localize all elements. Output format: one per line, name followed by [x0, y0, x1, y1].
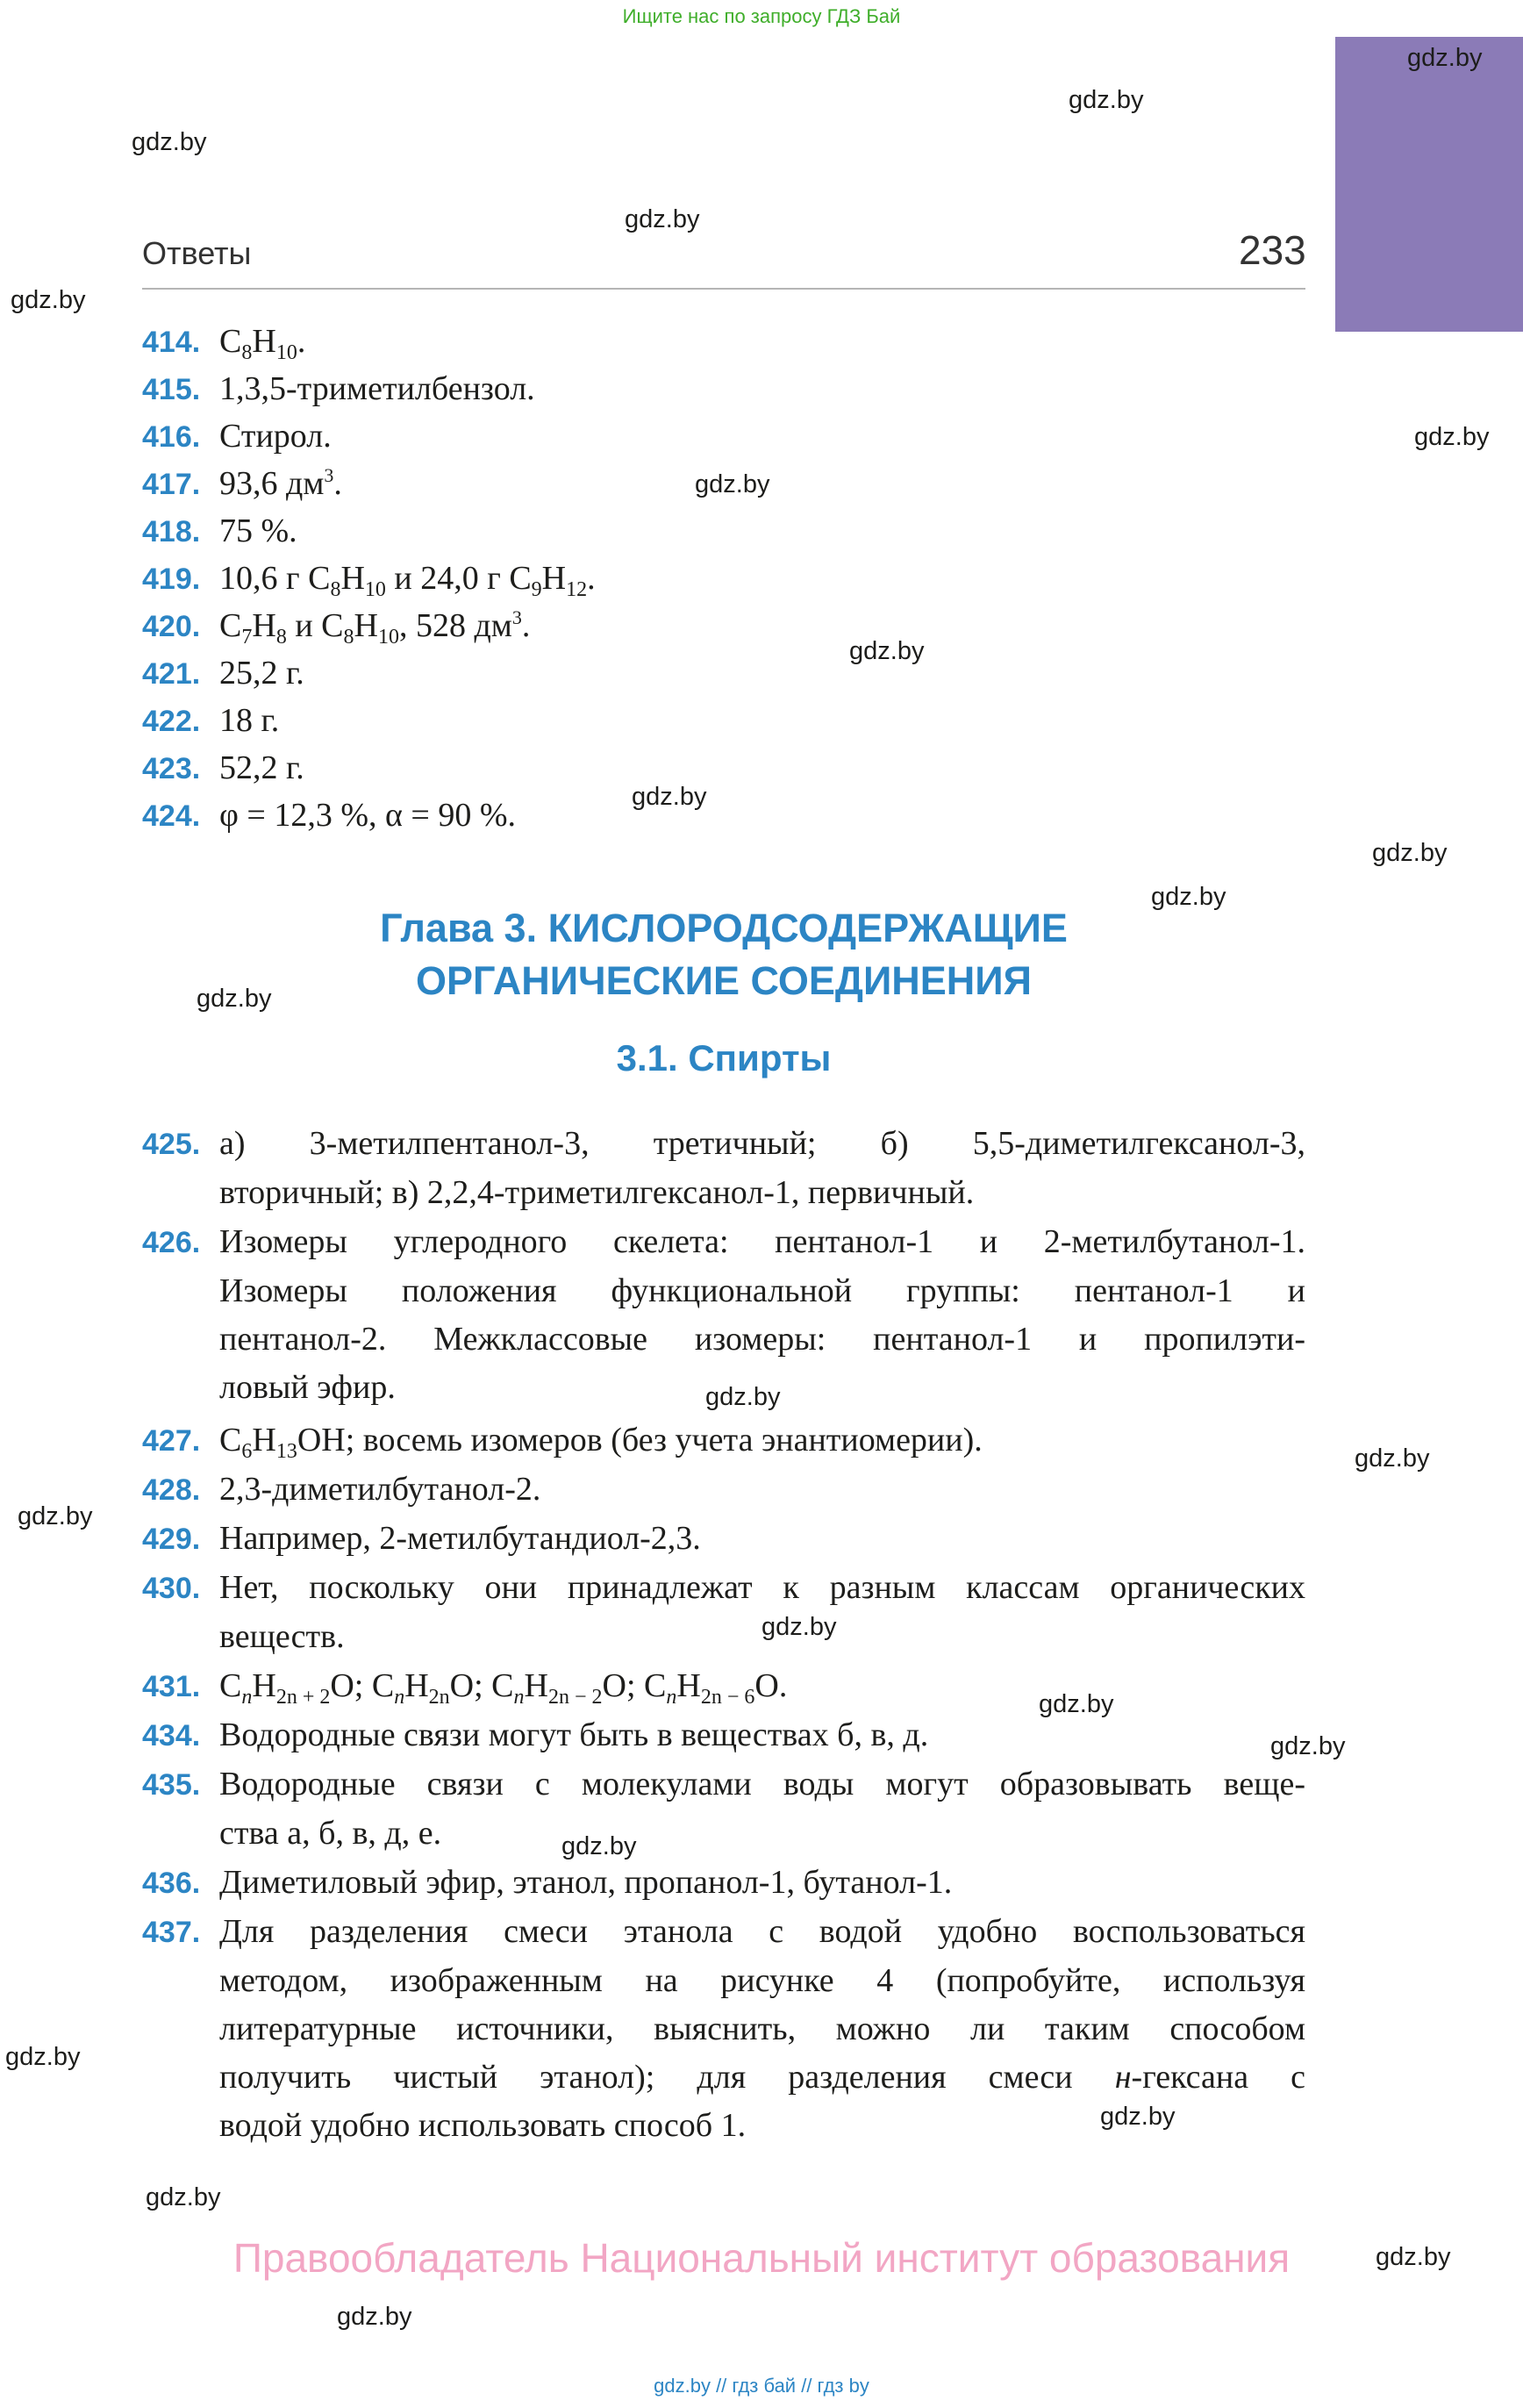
answer-text: 1,3,5-триметилбензол. — [219, 370, 535, 407]
answer-418 — [142, 507, 1309, 556]
answer-number: 435. — [142, 1768, 201, 1802]
answer-number: 437. — [142, 1916, 201, 1949]
header-divider — [142, 288, 1305, 290]
section-title: 3.1. Спирты — [616, 1037, 832, 1079]
answer-number: 426. — [142, 1226, 201, 1259]
watermark: gdz.by — [1376, 2243, 1451, 2271]
answer-425: 425. а) 3-метилпентанол-3, третичный; б) 5,5-диметилгексанол-3, вторичный; в) 2,2,4-триметилгексанол-1, первичный. — [142, 1120, 1309, 1217]
answer-429: 429. Например, 2-метилбутандиол-2,3. — [142, 1515, 1309, 1564]
watermark: gdz.by — [1039, 1690, 1114, 1718]
watermark: gdz.by — [632, 783, 707, 811]
watermark: gdz.by — [1372, 839, 1448, 867]
watermark: gdz.by — [5, 2043, 81, 2071]
answer-number: 431. — [142, 1670, 201, 1703]
page-header-title: Ответы — [142, 235, 252, 271]
watermark: gdz.by — [762, 1613, 837, 1641]
watermark: gdz.by — [1270, 1732, 1346, 1760]
copyright-notice: Правообладатель Национальный институт образования — [232, 2235, 1291, 2281]
watermark: gdz.by — [1407, 44, 1483, 72]
answer-number: 423. — [142, 752, 201, 785]
answer-number: 420. — [142, 610, 201, 643]
answer-number: 421. — [142, 657, 201, 691]
answer-text: Стирол. — [219, 418, 332, 455]
watermark: gdz.by — [197, 985, 272, 1013]
answer-number: 416. — [142, 420, 201, 454]
answer-428: 428. 2,3-диметилбутанол-2. — [142, 1466, 1309, 1515]
watermark: gdz.by — [1414, 423, 1490, 451]
answer-414: 414. $C_8H_{10}$. — [142, 318, 1309, 367]
page-tab — [1335, 37, 1523, 332]
chapter-title: Глава 3. КИСЛОРОДСОДЕРЖАЩИЕ ОРГАНИЧЕСКИЕ СОЕДИНЕНИЯ — [380, 906, 1068, 1003]
answer-435: 435. Водородные связи с молекулами воды могут образовывать веще- ства а, б, в, д, е. — [142, 1760, 1309, 1858]
answer-number: 419. — [142, 563, 201, 596]
answer-416 — [142, 412, 1309, 462]
answer-text: 75 %. — [219, 512, 297, 549]
watermark: gdz.by — [695, 470, 770, 498]
answer-text: 25,2 г. — [219, 655, 304, 692]
answer-431: 431. $C_nH_{2n + 2}O$; $C_nH_{2n}O$; $C_nH_{2n - 2}O$; $C_nH_{2n - 6}O$. — [142, 1662, 1309, 1711]
answer-422 — [142, 697, 1309, 746]
answer-number: 434. — [142, 1719, 201, 1752]
watermark: gdz.by — [146, 2183, 221, 2211]
answer-number: 427. — [142, 1424, 201, 1458]
watermark: gdz.by — [11, 286, 86, 314]
watermark: gdz.by — [1100, 2103, 1176, 2131]
answer-number: 425. — [142, 1128, 201, 1161]
answer-number: 424. — [142, 799, 201, 833]
answer-434: 434. Водородные связи могут быть в веществах б, в, д. — [142, 1711, 1309, 1760]
answer-number: 430. — [142, 1572, 201, 1605]
answer-number: 417. — [142, 468, 201, 501]
answer-436: 436. Диметиловый эфир, этанол, пропанол-1, бутанол-1. — [142, 1859, 1309, 1908]
watermark: gdz.by — [561, 1832, 637, 1860]
answer-420: 420. $C_7H_8$ и $C_8H_{10}$, 528 $дм^3$. — [142, 602, 1309, 651]
answer-437: 437. Для разделения смеси этанола с водой удобно воспользоваться методом, изображенным на рисунке 4 (попробуйте, используя литературные источники, выяснить, можно ли таким способом получить чистый этанол); для разделения смеси н-гексана с водой удобно использовать способ 1. — [142, 1908, 1309, 2150]
answer-number: 428. — [142, 1473, 201, 1507]
watermark: gdz.by — [18, 1502, 93, 1530]
answer-number: 422. — [142, 705, 201, 738]
answer-419: 419. 10,6 г $C_8H_{10}$ и 24,0 г $C_9H_{12}$. — [142, 555, 1309, 604]
answer-415 — [142, 365, 1309, 414]
watermark: gdz.by — [1151, 883, 1226, 911]
watermark: gdz.by — [705, 1383, 781, 1411]
answer-430: 430. Нет, поскольку они принадлежат к разным классам органических веществ. — [142, 1564, 1309, 1661]
top-banner[interactable]: Ищите нас по запросу ГДЗ Бай — [622, 5, 901, 27]
bottom-links[interactable]: gdz.by // гдз бай // гдз by — [654, 2375, 869, 2397]
answer-text: 52,2 г. — [219, 749, 304, 786]
answer-number: 418. — [142, 515, 201, 548]
watermark: gdz.by — [1069, 86, 1144, 114]
answer-417: 417. 93,6 $дм^3$. — [142, 460, 1309, 509]
watermark: gdz.by — [337, 2303, 412, 2331]
answer-text: 18 г. — [219, 702, 280, 739]
answer-number: 436. — [142, 1867, 201, 1900]
answer-number: 414. — [142, 326, 201, 359]
answer-427: 427. $C_6H_{13}OH$; восемь изомеров (без учета энантиомерии). — [142, 1416, 1309, 1466]
answer-text: φ = 12,3 %, α = 90 %. — [219, 797, 517, 834]
answer-424 — [142, 792, 1309, 841]
answer-426: 426. Изомеры углеродного скелета: пентанол-1 и 2-метилбутанол-1. Изомеры положения функциональной группы: пентанол-1 и пентанол-2. Межклассовые изомеры: пентанол-1 и пропилэти- ловый эфир. — [142, 1218, 1309, 1412]
watermark: gdz.by — [132, 128, 207, 156]
answer-421 — [142, 649, 1309, 699]
answer-number: 429. — [142, 1523, 201, 1556]
answer-number: 415. — [142, 373, 201, 406]
page-number: 233 — [1239, 227, 1306, 273]
watermark: gdz.by — [1355, 1444, 1430, 1473]
watermark: gdz.by — [625, 205, 700, 233]
answer-423 — [142, 744, 1309, 793]
watermark: gdz.by — [849, 637, 925, 665]
